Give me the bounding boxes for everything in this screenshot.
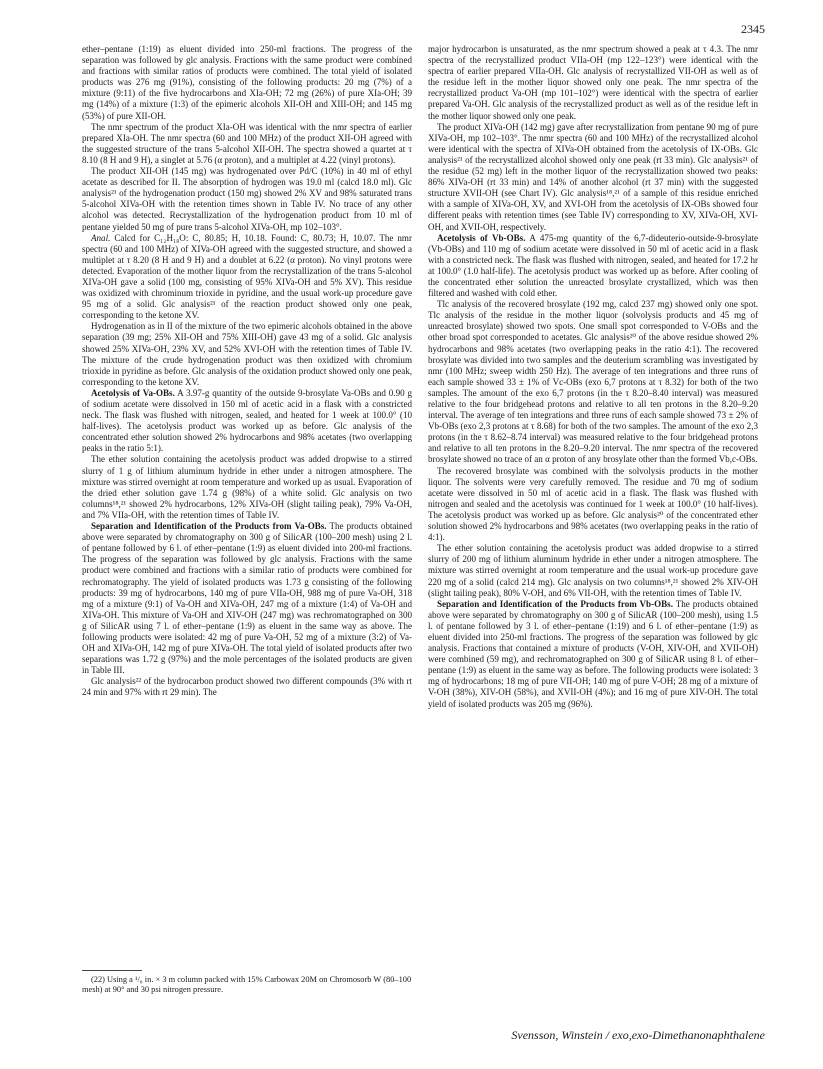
paragraph-text: Tlc analysis of the recovered brosylate (192 mg, calcd 237 mg) showed only one spot. Tlc analysis of the residue in the mother liquor (solvolysis products and 45 mg of unreacted brosylate) showed two spots. One small spot corresponded to V-OBs and the other broad spot corresponded to acetates. Glc analysis²⁰ of the above residue showed 2% hydrocarbons and 98% acetates (two overlapping peaks in the ratio 4:1). The recovered brosylate was divided into two samples and the deuterium scrambling was investigated by nmr (100 MHz; sweep width 250 Hz). The average of ten integrations and three runs of each sample showed 33 ± 1% of Vc-OBs (exo 6,7 protons at τ 8.32) for both of the two samples. The amount of the exo 6,7 protons (in the τ 8.20–8.40 interval) was measured relative to the four bridgehead protons and relative to all ten protons in the 8.20–9.20 interval. The average of ten integrations and three runs of each sample showed 73 ± 2% of Vb-OBs (exo 2,3 protons at τ 8.68) for both of the two samples. The amount of the exo 2,3 protons (in the τ 8.62–8.74 interval) was measured relative to the four bridgehead protons and relative to all ten protons in the 8.20–9.20 interval. The nmr spectra of the recovered brosylate showed no trace of an α proton of any brosylate other than the formed Vb,c-OBs. [428, 299, 758, 465]
right-text-column [428, 44, 758, 710]
paragraph-text: The recovered brosylate was combined with the solvolysis products in the mother liquor. The solvents were very carefully removed. The residue and 70 mg of sodium acetate were dissolved in 50 ml of acetic acid in a flask. The flask was flushed with nitrogen and sealed and the acetolysis was continued for 1 week at 100.0° (10 half-lives). The acetolysis product was worked up as before. Glc analysis²⁰ of the concentrated ether solution showed 2% hydrocarbons and 98% acetates (two overlapping peaks in the ratio of 4:1). [428, 465, 758, 543]
paragraph-text: ether–pentane (1:19) as eluent divided into 250-ml fractions. The progress of the separation was followed by glc analysis. Fractions with the same product were combined and fractions with similar ratios of products were combined. The total yield of isolated products was 276 mg (91%), consisting of the following products: 20 mg (7%) of a mixture (9:11) of the five hydrocarbons and XIa-OH; 72 mg (26%) of pure XIa-OH; 39 mg (14%) of a mixture (1:3) of the epimeric alcohols XII-OH and XIII-OH; and 145 mg (53%) of pure XII-OH. [82, 44, 412, 121]
paragraph-text: The products obtained above were separated by chromatography on 300 g of SilicAR (100–200 mesh), using 1.5 l. of pentane followed by 3 l. of ether–pentane (1:19) and 6 l. of ether–pentane (1:9) as eluent divided into 250-ml fractions. The progress of the separation was followed by glc analysis. Fractions that contained a mixture of products (V-OH, XIV-OH, and XVII-OH) were combined (59 mg), and rechromatographed on 300 g of SilicAR using 8 l. of ether–pentane (1:9) as eluent in the same way as before. The following products were isolated: 3 mg of hydrocarbons; 18 mg of pure VII-OH; 140 mg of pure V-OH; 28 mg of a mixture of V-OH (38%), XIV-OH (58%), and XVII-OH (4%); and 16 mg of pure XIV-OH. The total yield of isolated products was 205 mg (96%). [428, 598, 758, 709]
paragraph [428, 543, 758, 598]
run-in-heading: Separation and Identification of the Products from Va-OBs. [91, 521, 327, 532]
paragraph-text: A 475-mg quantity of the 6,7-dideuterio-outside-9-brosylate (Vb-OBs) and 110 mg of sodium acetate were dissolved in 50 ml of acetic acid in a flask with a constricted neck. The flask was flushed with nitrogen, sealed, and heated for 17.2 hr at 100.0° (1.0 half-life). The acetolysis product was worked up as before. After cooling of the concentrated ether solution the unreacted brosylate crystallized, which was then filtered and washed with cold ether. [428, 232, 758, 299]
left-text-column [82, 44, 412, 699]
page-number: 2345 [741, 22, 765, 36]
paragraph-text: The ether solution containing the acetolysis product was added dropwise to a stirred slurry of 1 g of lithium aluminum hydride in ether under a nitrogen atmosphere. The mixture was stirred overnight at room temperature and worked up as usual. Evaporation of the dried ether solution gave 1.74 g (98%) of a white solid. Glc analysis on two columns¹⁸,²¹ showed 2% hydrocarbons, 12% XIVa-OH (slight tailing peak), 79% Va-OH, and 7% VIIa-OH, with the retention times of Table IV. [82, 454, 412, 520]
paragraph [82, 321, 412, 388]
paragraph [428, 122, 758, 233]
paragraph [428, 299, 758, 465]
paragraph [82, 454, 412, 521]
paragraph [428, 44, 758, 122]
run-in-heading: Acetolysis of Vb-OBs. [437, 232, 526, 243]
paragraph [82, 388, 412, 455]
paragraph-text: The product XII-OH (145 mg) was hydrogenated over Pd/C (10%) in 40 ml of ethyl acetate as described for II. The absorption of hydrogen was 19.0 ml (calcd 18.0 ml). Glc analysis²¹ of the hydrogenation product (150 mg) showed 2% XV and 98% saturated trans 5-alcohol XIVa-OH with the retention times shown in Table IV. No trace of any other alcohol was detected. Recrystallization of the hydrogenation product from 10 ml of pentane yielded 50 mg of pure trans 5-alcohol XIVa-OH, mp 102–103°. [82, 166, 412, 232]
paragraph-text: Hydrogenation as in II of the mixture of the two epimeric alcohols obtained in the above separation (39 mg; 25% XII-OH and 75% XIII-OH) gave 43 mg of a solid. Glc analysis showed 25% XIVa-OH, 23% XV, and 52% XVI-OH with the retention times of Table IV. The mixture of the crude hydrogenation product was then oxidized with chromium trioxide in pyridine as before. Glc analysis of the oxidation product showed only one peak, corresponding to the ketone XV. [82, 321, 412, 387]
paragraph [82, 44, 412, 122]
run-in-heading: Acetolysis of Va-OBs. [91, 387, 175, 398]
paragraph-text: Glc analysis²² of the hydrocarbon product showed two different compounds (3% with rt 24 min and 97% with rt 29 min). The [82, 676, 412, 698]
run-in-heading: Anal. [91, 232, 111, 243]
paragraph [82, 233, 412, 322]
paragraph-text: major hydrocarbon is unsaturated, as the nmr spectrum showed a peak at τ 4.3. The nmr spectra of the recrystallized product VIIa-OH (mp 122–123°) were identical with the spectra of earlier prepared VIIa-OH. Glc analysis of recrystallized VII-OH as well as of the residue left in the mother liquor showed only one peak. The nmr spectra of the recrystallized product Va-OH (mp 101–102°) were identical with the spectra of earlier prepared Va-OH. Glc analysis of the recrystallized product as well as of the residue left in the mother liquor showed only one peak. [428, 44, 758, 121]
footnote: (22) Using a ¹/₈ in. × 3 m column packed with 15% Carbowax 20M on Chromosorb W (80–100 mesh) at 90° and 30 psi nitrogen pressure. [82, 975, 412, 994]
run-in-heading: Separation and Identification of the Products from Vb-OBs. [437, 598, 673, 609]
paragraph-text: The products obtained above were separated by chromatography on 300 g of SilicAR (100–200 mesh) using 2 l. of pentane followed by 6 l. of ether–pentane (1:9) as eluent divided into 200-ml fractions. The progress of the separation was followed by glc analysis. Fractions with the same product were combined and fractions with a similar ratio of products were combined for rechromatography. The yield of isolated products was 1.73 g consisting of the following products: 39 mg of hydrocarbons, 140 mg of pure VIIa-OH, 988 mg of pure Va-OH, 318 mg of a mixture (9:1) of Va-OH and XIVa-OH, 247 mg of a mixture (1:4) of Va-OH and XIVa-OH. This mixture of Va-OH and XIV-OH (247 mg) was rechromatographed on 300 g of SilicAR using 7 l. of ether–pentane (1:9) as eluent in the same way as above. The following products were isolated: 42 mg of pure Va-OH, 52 mg of a mixture (3:2) of Va-OH and XIVa-OH, 142 mg of pure XIVa-OH. The total yield of isolated products after two separations was 1.72 g (97%) and the mole percentages of the isolated products are given in Table III. [82, 521, 412, 676]
paragraph-text: The nmr spectrum of the product XIa-OH was identical with the nmr spectra of earlier prepared XIa-OH. The nmr spectra (60 and 100 MHz) of the product XII-OH agreed with the suggested structure of the trans 5-alcohol XII-OH. The spectra showed a quartet at τ 8.10 (8 H and 9 H), a singlet at 5.76 (α proton), and a multiplet at 4.22 (vinyl protons). [82, 121, 412, 165]
paragraph [82, 122, 412, 166]
paragraph [428, 466, 758, 544]
paragraph [428, 233, 758, 300]
paragraph [82, 166, 412, 233]
paragraph-text: The ether solution containing the acetolysis product was added dropwise to a stirred slurry of 200 mg of lithium aluminum hydride in ether under a nitrogen atmosphere. The mixture was stirred overnight at room temperature and the usual work-up procedure gave 220 mg of a solid (calcd 214 mg). Glc analysis on two columns¹⁸,²¹ showed 2% XIV-OH (slight tailing peak), 80% V-OH, and 6% VII-OH, with the retention times of Table IV. [428, 543, 758, 598]
paragraph-text: Calcd for C₁₂H₁₈O: C, 80.85; H, 10.18. Found: C, 80.73; H, 10.07. The nmr spectra (60 and 100 MHz) of XIVa-OH agreed with the suggested structure, and showed a multiplet at τ 8.20 (8 H and 9 H) and a doublet at 6.22 (α proton). No vinyl protons were detected. Evaporation of the mother liquor from the recrystallization of the trans 5-alcohol XIVa-OH gave a solid (100 mg, consisting of 95% XIVa-OH and 5% XV). This residue was oxidized with chrominum trioxide in pyridine, and the usual work-up procedure gave 95 mg of a solid. Glc analysis²¹ of the reaction product showed only one peak, corresponding to the ketone XV. [82, 232, 412, 321]
paragraph [428, 599, 758, 710]
running-footer: Svensson, Winstein / exo,exo-Dimethanonaphthalene [511, 1028, 765, 1042]
footnote-divider [82, 970, 142, 971]
paragraph [82, 521, 412, 676]
paragraph-text: The product XIVa-OH (142 mg) gave after recrystallization from pentane 90 mg of pure XIVa-OH, mp 102–103°. The nmr spectra (60 and 100 MHz) of the recrystallized alcohol were identical with the spectra of XIVa-OH obtained from the acetolysis of IX-OBs. Glc analysis²¹ of the recrystallized alcohol showed only one peak (rt 33 min). Glc analysis²¹ of the residue (52 mg) left in the mother liquor of the recrystallization showed two peaks: 86% XIVa-OH (rt 33 min) and 14% of another alcohol (rt 37 min) with the suggested structure XVII-OH (see Chart IV). Glc analysis¹⁸,²¹ of a sample of this residue enriched with a sample of XIVa-OH, XV, and XVI-OH from the acetolysis of IX-OBs showed four different peaks with retention times (see Table IV) corresponding to XV, XIVa-OH, XVI-OH, and XVII-OH, respectively. [428, 121, 758, 232]
paragraph-text: A 3.97-g quantity of the outside 9-brosylate Va-OBs and 0.90 g of sodium acetate were dissolved in 150 ml of acetic acid in a flask with a constricted neck. The flask was flushed with nitrogen, sealed, and heated for 1 week at 100.0° (10 half-lives). The acetolysis product was worked up as before. Glc analysis of the concentrated ether solution showed 2% hydrocarbons and 98% acetates (two overlapping peaks in the ratio 5:1). [82, 387, 412, 454]
paragraph [82, 676, 412, 698]
